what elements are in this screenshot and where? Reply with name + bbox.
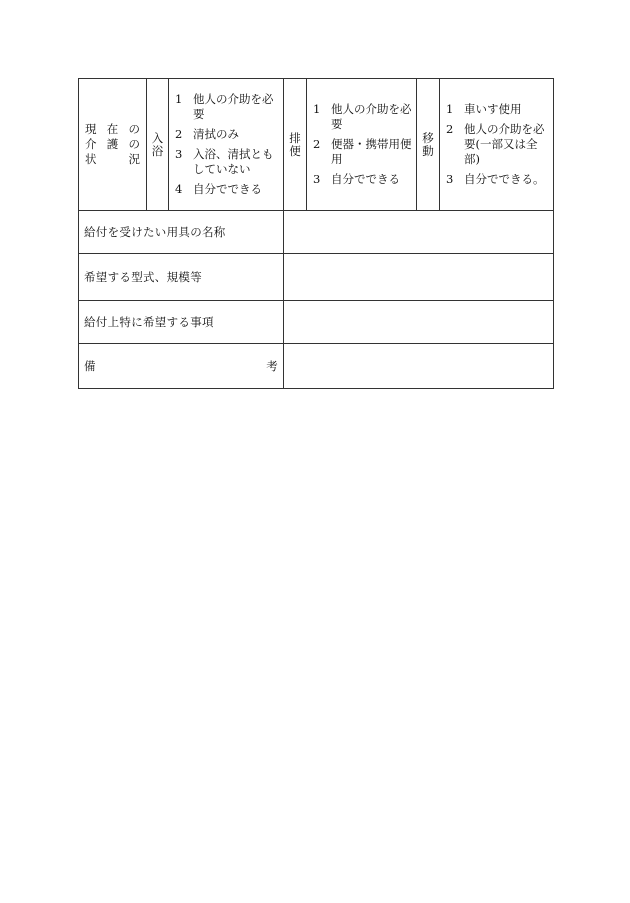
mobility-header: 移 動 (417, 79, 440, 211)
label-line-2 (85, 137, 140, 152)
excretion-option-1[interactable]: 1 他人の介助を必要 (313, 102, 412, 131)
label-char: の (128, 122, 140, 136)
remarks-field[interactable] (284, 344, 554, 389)
excretion-header: 排 便 (284, 79, 307, 211)
label-char: 状 (85, 152, 97, 166)
mobility-options (440, 79, 554, 211)
bathing-option-3[interactable]: 3 入浴、清拭ともしていない (175, 147, 274, 176)
model-field[interactable] (284, 254, 554, 301)
remarks-label-spread: 備 考 (84, 359, 278, 373)
label-char: 護 (106, 137, 119, 151)
bathing-option-4[interactable]: 4 自分でできる (175, 182, 262, 196)
mobility-option-1[interactable]: 1 車いす使用 (446, 102, 522, 116)
excretion-option-2[interactable]: 2 便器・携帯用便用 (313, 137, 412, 166)
request-field[interactable] (284, 301, 554, 344)
bathing-options (169, 79, 284, 211)
bathing-option-2[interactable]: 2 清拭のみ (175, 127, 239, 141)
label-char: 在 (106, 122, 119, 136)
bathing-header: 入 浴 (147, 79, 169, 211)
label-char: の (128, 137, 140, 151)
label-line-1 (85, 122, 140, 137)
label-char: 介 (85, 137, 97, 151)
label-char: 現 (85, 122, 97, 136)
remarks-label (79, 344, 284, 389)
mobility-option-2[interactable]: 2 他人の介助を必要(一部又は全部) (446, 122, 545, 166)
label-line-3 (85, 152, 140, 167)
label-char: 況 (128, 152, 140, 166)
current-care-status-label (79, 79, 147, 211)
bathing-option-1[interactable]: 1 他人の介助を必要 (175, 92, 274, 121)
excretion-options (307, 79, 417, 211)
model-label: 希望する型式、規模等 (79, 254, 284, 301)
request-label: 給付上特に希望する事項 (79, 301, 284, 344)
item-name-field[interactable] (284, 211, 554, 254)
excretion-option-3[interactable]: 3 自分でできる (313, 172, 400, 186)
care-status-form (78, 78, 554, 389)
item-name-label: 給付を受けたい用具の名称 (79, 211, 284, 254)
mobility-option-3[interactable]: 3 自分でできる。 (446, 172, 545, 186)
